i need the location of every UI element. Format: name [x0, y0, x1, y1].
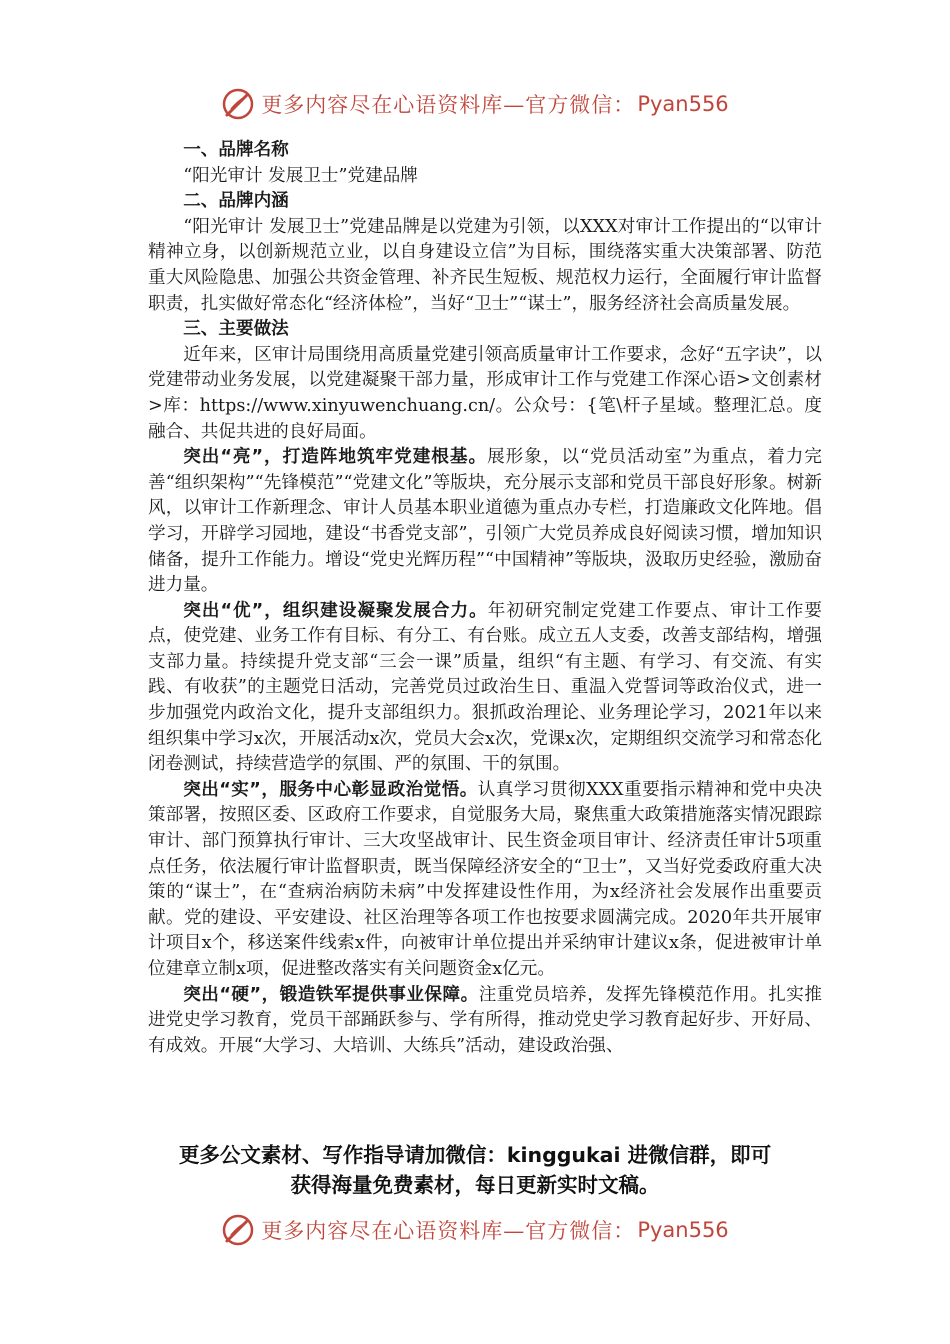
practice-lead-liang: 突出“亮”，打造阵地筑牢党建根基。 — [183, 447, 488, 468]
pen-logo-icon — [221, 1213, 255, 1247]
practices-intro-paragraph: 近年来，区审计局围绕用高质量党建引领高质量审计工作要求，念好“五字诀”，以党建带动业务发展，以党建凝聚干部力量，形成审计工作与党建工作深心语>文创素材>库：https://www.xinyuwenchuang.cn/。公众号：{笔\杆子星域。整理汇总。度融合、共促共进的良好局面。 — [148, 344, 822, 442]
section-heading-brand-name: 一、品牌名称 — [183, 140, 289, 160]
practice-paragraph-ying — [148, 983, 822, 1060]
practice-lead-you: 突出“优”，组织建设凝聚发展合力。 — [183, 600, 488, 621]
header-watermark — [0, 84, 950, 124]
practice-paragraph-liang — [148, 445, 822, 599]
practice-body-ying: 注重党员培养，发挥先锋模范作用。扎实推进党史学习教育，党员干部踊跃参与、学有所得，推动党史学习教育起好步、开好局、有成效。开展“大学习、大培训、大练兵”活动，建设政治强、 — [148, 984, 822, 1056]
brand-meaning-paragraph: “阳光审计 发展卫士”党建品牌是以党建为引领，以XXX对审计工作提出的“以审计精神立身，以创新规范立业，以自身建设立信”为目标，围绕落实重大决策部署、防范重大风险隐患、加强公共资金管理、补齐民生短板、规范权力运行，全面履行审计监督职责，扎实做好常态化“经济体检”，当好“卫士”“谋士”，服务经济社会高质量发展。 — [148, 216, 822, 314]
watermark-text: 更多内容尽在心语资料库—官方微信： — [261, 93, 636, 117]
practice-paragraph-shi — [148, 778, 822, 983]
pen-logo-icon — [221, 87, 255, 121]
promo-line-1: 更多公文素材、写作指导请加微信：kinggukai 进微信群，即可 — [178, 1143, 772, 1167]
brand-name-text: “阳光审计 发展卫士”党建品牌 — [183, 165, 418, 186]
practice-body-liang: 展形象，以“党员活动室”为重点，着力完善“组织架构”“先锋模范”“党建文化”等版块，充分展示支部和党员干部良好形象。树新风，以审计工作新理念、审计人员基本职业道德为重点办专栏，打造廉政文化阵地。倡学习，开辟学习园地，建设“书香党支部”，引领广大党员养成良好阅读习惯，增加知识储备，提升工作能力。增设“党史光辉历程”“中国精神”等版块，汲取历史经验，激励奋进力量。 — [148, 447, 822, 596]
section-heading-brand-meaning: 二、品牌内涵 — [183, 191, 289, 212]
footer-watermark — [0, 1210, 950, 1250]
watermark-handle: Pyan556 — [637, 1218, 729, 1242]
watermark-text: 更多内容尽在心语资料库—官方微信： — [261, 1219, 636, 1243]
practice-body-you: 年初研究制定党建工作要点、审计工作要点，使党建、业务工作有目标、有分工、有台账。成立五人支委，改善支部结构，增强支部力量。持续提升党支部“三会一课”质量，组织“有主题、有学习、有交流、有实践、有收获”的主题党日活动，完善党员过政治生日、重温入党誓词等政治仪式，进一步加强党内政治文化，提升支部组织力。狠抓政治理论、业务理论学习，2021年以来组织集中学习x次，开展活动x次，党员大会x次，党课x次，定期组织交流学习和常态化闭卷测试，持续营造学的氛围、严的氛围、干的氛围。 — [148, 600, 822, 775]
practice-lead-shi: 突出“实”，服务中心彰显政治觉悟。 — [183, 779, 478, 800]
promo-line-2: 获得海量免费素材，每日更新实时文稿。 — [290, 1173, 660, 1197]
document-body — [148, 138, 822, 1059]
section-heading-main-practices: 三、主要做法 — [183, 319, 289, 340]
practice-lead-ying: 突出“硬”，锻造铁军提供事业保障。 — [183, 984, 479, 1005]
practice-body-shi: 认真学习贯彻XXX重要指示精神和党中央决策部署，按照区委、区政府工作要求，自觉服务大局，聚焦重大政策措施落实情况跟踪审计、部门预算执行审计、三大攻坚战审计、民生资金项目审计、经济责任审计5项重点任务，依法履行审计监督职责，既当保障经济安全的“卫士”，又当好党委政府重大决策的“谋士”，在“查病治病防未病”中发挥建设性作用，为x经济社会发展作出重要贡献。党的建设、平安建设、社区治理等各项工作也按要求圆满完成。2020年共开展审计项目x个，移送案件线索x件，向被审计单位提出并采纳审计建议x条，促进被审计单位建章立制x项，促进整改落实有关问题资金x亿元。 — [148, 779, 822, 979]
watermark-handle: Pyan556 — [637, 92, 729, 116]
practice-paragraph-you — [148, 599, 822, 778]
